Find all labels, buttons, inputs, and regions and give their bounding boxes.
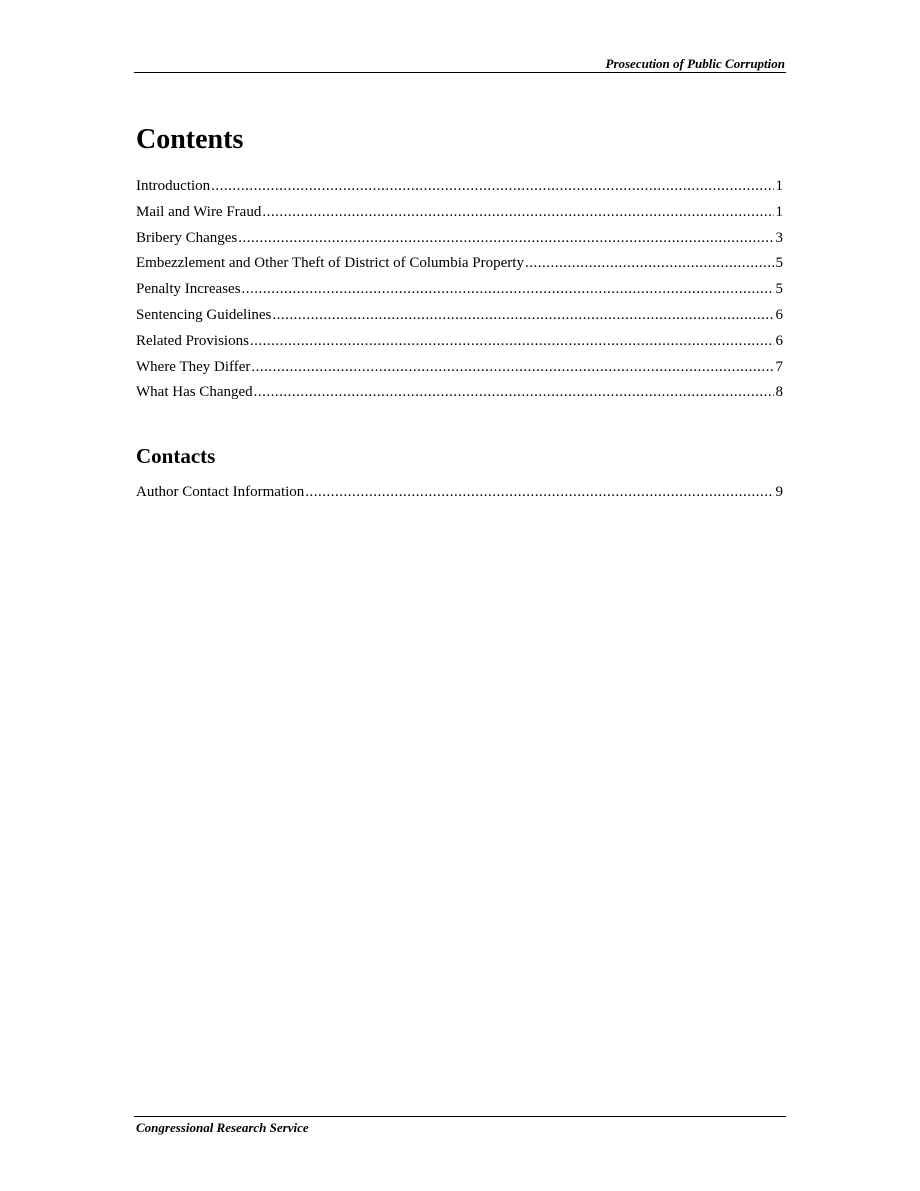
footer-rule (134, 1116, 786, 1117)
toc-page-number: 3 (775, 229, 783, 246)
toc-page-number: 5 (775, 255, 783, 272)
toc-entry-penalty-increases[interactable] (136, 280, 783, 306)
toc-entry-title: Bribery Changes (136, 229, 238, 246)
toc-page-number: 8 (775, 384, 783, 401)
toc-dot-leader (525, 254, 774, 272)
toc-dot-leader (250, 332, 774, 350)
toc-dot-leader (272, 306, 773, 324)
toc-entry-title: Mail and Wire Fraud (136, 203, 262, 220)
toc-dot-leader (251, 358, 773, 376)
contacts-heading: Contacts (136, 444, 216, 468)
toc-page-number: 6 (775, 332, 783, 349)
toc-dot-leader (211, 177, 773, 195)
toc-entry-where-they-differ[interactable] (136, 358, 783, 384)
contents-list (136, 177, 783, 409)
toc-entry-related-provisions[interactable] (136, 332, 783, 358)
toc-entry-introduction[interactable] (136, 177, 783, 203)
toc-entry-what-has-changed[interactable] (136, 383, 783, 409)
toc-page-number: 1 (775, 203, 783, 220)
toc-entry-title: Embezzlement and Other Theft of District of Columbia Property (136, 255, 524, 272)
toc-page-number: 9 (775, 484, 783, 500)
toc-dot-leader (262, 203, 773, 221)
toc-entry-title: Introduction (136, 178, 211, 194)
toc-dot-leader (242, 280, 774, 298)
toc-page-number: 7 (775, 358, 783, 375)
toc-dot-leader (305, 483, 773, 501)
toc-dot-leader (238, 229, 773, 247)
footer-publisher: Congressional Research Service (136, 1120, 309, 1135)
toc-page-number: 1 (775, 178, 783, 194)
header-rule (134, 72, 786, 73)
toc-page-number: 6 (775, 306, 783, 323)
toc-entry-mail-and-wire-fraud[interactable] (136, 203, 783, 229)
toc-entry-title: Penalty Increases (136, 281, 241, 298)
toc-dot-leader (254, 383, 774, 401)
running-header-title: Prosecution of Public Corruption (605, 56, 785, 71)
toc-entry-title: What Has Changed (136, 384, 253, 401)
toc-entry-title: Related Provisions (136, 332, 249, 349)
contents-heading: Contents (136, 124, 244, 155)
toc-entry-title: Sentencing Guidelines (136, 306, 272, 323)
toc-entry-author-contact-information[interactable] (136, 483, 783, 509)
toc-entry-title: Where They Differ (136, 358, 251, 375)
toc-entry-embezzlement[interactable] (136, 254, 783, 280)
toc-page-number: 5 (775, 281, 783, 298)
toc-entry-bribery-changes[interactable] (136, 229, 783, 255)
toc-entry-title: Author Contact Information (136, 484, 305, 500)
contacts-list (136, 483, 783, 509)
toc-entry-sentencing-guidelines[interactable] (136, 306, 783, 332)
